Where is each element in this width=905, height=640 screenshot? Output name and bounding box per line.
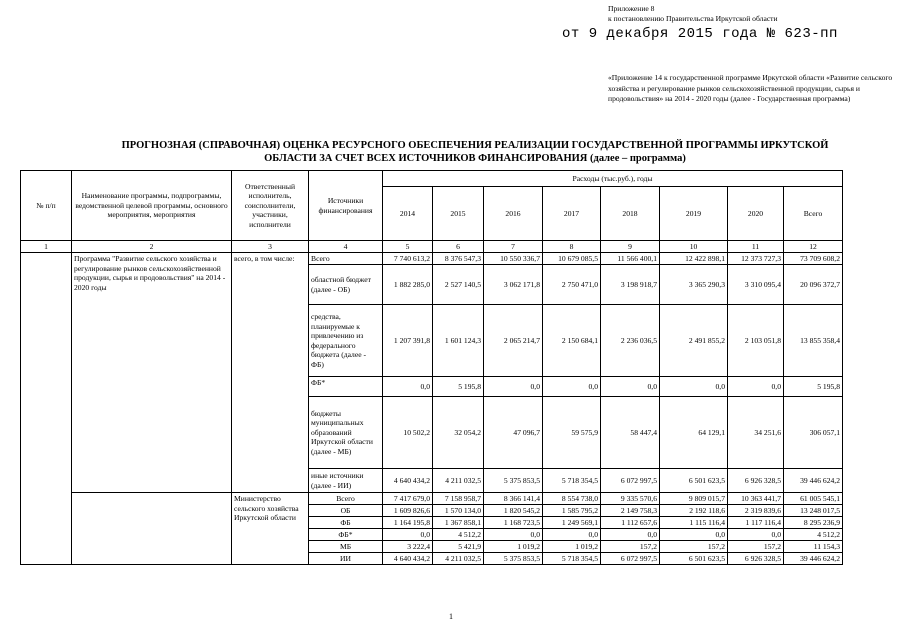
- value-cell: 5 718 354,5: [543, 553, 601, 565]
- source-cell: областной бюджет (далее - ОБ): [309, 265, 383, 305]
- table-row: [21, 253, 843, 265]
- source-cell: ИИ: [309, 553, 383, 565]
- source-cell: ФБ*: [309, 529, 383, 541]
- page-title: ПРОГНОЗНАЯ (СПРАВОЧНАЯ) ОЦЕНКА РЕСУРСНОГО ОБЕСПЕЧЕНИЯ РЕАЛИЗАЦИИ ГОСУДАРСТВЕННОЙ ПРОГРАММЫ ИРКУТСКОЙ ОБЛАСТИ ЗА СЧЕТ ВСЕХ ИСТОЧНИКОВ ФИНАНСИРОВАНИЯ (далее – программа): [121, 140, 829, 164]
- value-cell: 157,2: [601, 541, 660, 553]
- value-cell: 47 096,7: [484, 397, 543, 469]
- table-row: [21, 493, 843, 505]
- value-cell: 1 207 391,8: [383, 305, 433, 377]
- header-year: 2014: [383, 187, 433, 241]
- page-number: 1: [449, 612, 453, 621]
- value-cell: 4 211 032,5: [433, 469, 484, 493]
- value-cell: 10 550 336,7: [484, 253, 543, 265]
- value-cell: 7 740 613,2: [383, 253, 433, 265]
- source-cell: ФБ*: [309, 377, 383, 397]
- value-cell: 6 072 997,5: [601, 553, 660, 565]
- header-year: 2018: [601, 187, 660, 241]
- col-number: 12: [784, 241, 843, 253]
- header-executor: Ответственный исполнитель, соисполнители, участники, исполнители: [232, 171, 309, 241]
- header-year: 2019: [660, 187, 728, 241]
- value-cell: 20 096 372,7: [784, 265, 843, 305]
- value-cell: 7 417 679,0: [383, 493, 433, 505]
- value-cell: 1 609 826,6: [383, 505, 433, 517]
- value-cell: 1 249 569,1: [543, 517, 601, 529]
- row-num-cell: [21, 253, 72, 565]
- value-cell: 8 295 236,9: [784, 517, 843, 529]
- value-cell: 2 527 140,5: [433, 265, 484, 305]
- source-cell: Всего: [309, 493, 383, 505]
- value-cell: 2 150 684,1: [543, 305, 601, 377]
- col-number: 10: [660, 241, 728, 253]
- ministry-name-cell: [72, 493, 232, 565]
- value-cell: 6 072 997,5: [601, 469, 660, 493]
- value-cell: 39 446 624,2: [784, 553, 843, 565]
- col-number: 11: [728, 241, 784, 253]
- value-cell: 58 447,4: [601, 397, 660, 469]
- value-cell: 0,0: [383, 377, 433, 397]
- value-cell: 1 019,2: [484, 541, 543, 553]
- value-cell: 3 198 918,7: [601, 265, 660, 305]
- value-cell: 13 248 017,5: [784, 505, 843, 517]
- value-cell: 10 679 085,5: [543, 253, 601, 265]
- header-annex: «Приложение 14 к государственной программе Иркутской области «Развитие сельского хозяйства и регулирование рынков сельскохозяйственной продукции, сырья и продовольствия» на 2014 - 2020 годы (далее - Государственная программа): [608, 73, 893, 103]
- header-num: № п/п: [21, 171, 72, 241]
- value-cell: 3 310 095,4: [728, 265, 784, 305]
- value-cell: 59 575,9: [543, 397, 601, 469]
- value-cell: 13 855 358,4: [784, 305, 843, 377]
- header-year: 2016: [484, 187, 543, 241]
- value-cell: 0,0: [728, 529, 784, 541]
- header-expenses: Расходы (тыс.руб.), годы: [383, 171, 843, 187]
- value-cell: 34 251,6: [728, 397, 784, 469]
- col-number: 8: [543, 241, 601, 253]
- value-cell: 0,0: [601, 377, 660, 397]
- value-cell: 10 363 441,7: [728, 493, 784, 505]
- value-cell: 2 149 758,3: [601, 505, 660, 517]
- header-year: 2017: [543, 187, 601, 241]
- value-cell: 5 375 853,5: [484, 469, 543, 493]
- source-cell: средства, планируемые к привлечению из федерального бюджета (далее - ФБ): [309, 305, 383, 377]
- value-cell: 8 366 141,4: [484, 493, 543, 505]
- program-executor: всего, в том числе:: [232, 253, 309, 493]
- value-cell: 6 501 623,5: [660, 469, 728, 493]
- value-cell: 1 164 195,8: [383, 517, 433, 529]
- value-cell: 12 422 898,1: [660, 253, 728, 265]
- value-cell: 3 062 171,8: [484, 265, 543, 305]
- value-cell: 0,0: [660, 529, 728, 541]
- value-cell: 64 129,1: [660, 397, 728, 469]
- col-number: 1: [21, 241, 72, 253]
- header-line2: к постановлению Правительства Иркутской области: [608, 14, 778, 23]
- value-cell: 0,0: [728, 377, 784, 397]
- header-date-line: от 9 декабря 2015 года № 623-пп: [562, 26, 838, 42]
- value-cell: 5 375 853,5: [484, 553, 543, 565]
- value-cell: 2 065 214,7: [484, 305, 543, 377]
- header-line1: Приложение 8: [608, 4, 655, 13]
- value-cell: 9 809 015,7: [660, 493, 728, 505]
- source-cell: МБ: [309, 541, 383, 553]
- value-cell: 10 502,2: [383, 397, 433, 469]
- col-number: 9: [601, 241, 660, 253]
- value-cell: 1 019,2: [543, 541, 601, 553]
- header-year: 2020: [728, 187, 784, 241]
- value-cell: 39 446 624,2: [784, 469, 843, 493]
- value-cell: 32 054,2: [433, 397, 484, 469]
- value-cell: 9 335 570,6: [601, 493, 660, 505]
- value-cell: 4 512,2: [784, 529, 843, 541]
- value-cell: 12 373 727,3: [728, 253, 784, 265]
- value-cell: 2 319 839,6: [728, 505, 784, 517]
- value-cell: 6 926 328,5: [728, 553, 784, 565]
- header-block: [608, 4, 898, 24]
- source-cell: Всего: [309, 253, 383, 265]
- value-cell: 5 195,8: [433, 377, 484, 397]
- value-cell: 1 367 858,1: [433, 517, 484, 529]
- value-cell: 2 236 036,5: [601, 305, 660, 377]
- value-cell: 0,0: [660, 377, 728, 397]
- value-cell: 7 158 958,7: [433, 493, 484, 505]
- source-cell: иные источники (далее - ИИ): [309, 469, 383, 493]
- value-cell: 11 154,3: [784, 541, 843, 553]
- col-number: 6: [433, 241, 484, 253]
- source-cell: ОБ: [309, 505, 383, 517]
- value-cell: 0,0: [601, 529, 660, 541]
- value-cell: 157,2: [660, 541, 728, 553]
- resource-table: [20, 170, 843, 565]
- value-cell: 4 512,2: [433, 529, 484, 541]
- value-cell: 1 820 545,2: [484, 505, 543, 517]
- value-cell: 306 057,1: [784, 397, 843, 469]
- value-cell: 2 491 855,2: [660, 305, 728, 377]
- col-number: 4: [309, 241, 383, 253]
- value-cell: 2 750 471,0: [543, 265, 601, 305]
- value-cell: 2 103 051,8: [728, 305, 784, 377]
- value-cell: 157,2: [728, 541, 784, 553]
- value-cell: 5 718 354,5: [543, 469, 601, 493]
- col-number: 3: [232, 241, 309, 253]
- header-source: Источники финансирования: [309, 171, 383, 241]
- value-cell: 3 365 290,3: [660, 265, 728, 305]
- value-cell: 0,0: [543, 377, 601, 397]
- ministry-executor: Министерство сельского хозяйства Иркутской области: [232, 493, 309, 565]
- header-year: 2015: [433, 187, 484, 241]
- header-name: Наименование программы, подпрограммы, ведомственной целевой программы, основного мероприятия, мероприятия: [72, 171, 232, 241]
- value-cell: 1 115 116,4: [660, 517, 728, 529]
- value-cell: 4 640 434,2: [383, 469, 433, 493]
- value-cell: 5 195,8: [784, 377, 843, 397]
- value-cell: 1 882 285,0: [383, 265, 433, 305]
- value-cell: 0,0: [543, 529, 601, 541]
- value-cell: 0,0: [484, 529, 543, 541]
- value-cell: 61 005 545,1: [784, 493, 843, 505]
- value-cell: 6 501 623,5: [660, 553, 728, 565]
- value-cell: 2 192 118,6: [660, 505, 728, 517]
- value-cell: 73 709 608,2: [784, 253, 843, 265]
- value-cell: 1 585 795,2: [543, 505, 601, 517]
- value-cell: 1 601 124,3: [433, 305, 484, 377]
- value-cell: 3 222,4: [383, 541, 433, 553]
- value-cell: 1 117 116,4: [728, 517, 784, 529]
- value-cell: 4 211 032,5: [433, 553, 484, 565]
- value-cell: 1 168 723,5: [484, 517, 543, 529]
- value-cell: 6 926 328,5: [728, 469, 784, 493]
- value-cell: 5 421,9: [433, 541, 484, 553]
- value-cell: 1 570 134,0: [433, 505, 484, 517]
- header-total: Всего: [784, 187, 843, 241]
- program-name: Программа "Развитие сельского хозяйства и регулирование рынков сельскохозяйственной продукции, сырья и продовольствия" на 2014 - 2020 годы: [72, 253, 232, 493]
- col-number: 7: [484, 241, 543, 253]
- value-cell: 1 112 657,6: [601, 517, 660, 529]
- source-cell: ФБ: [309, 517, 383, 529]
- source-cell: бюджеты муниципальных образований Иркутской области (далее - МБ): [309, 397, 383, 469]
- value-cell: 4 640 434,2: [383, 553, 433, 565]
- value-cell: 11 566 400,1: [601, 253, 660, 265]
- value-cell: 8 554 738,0: [543, 493, 601, 505]
- value-cell: 8 376 547,3: [433, 253, 484, 265]
- value-cell: 0,0: [383, 529, 433, 541]
- col-number: 2: [72, 241, 232, 253]
- col-number: 5: [383, 241, 433, 253]
- value-cell: 0,0: [484, 377, 543, 397]
